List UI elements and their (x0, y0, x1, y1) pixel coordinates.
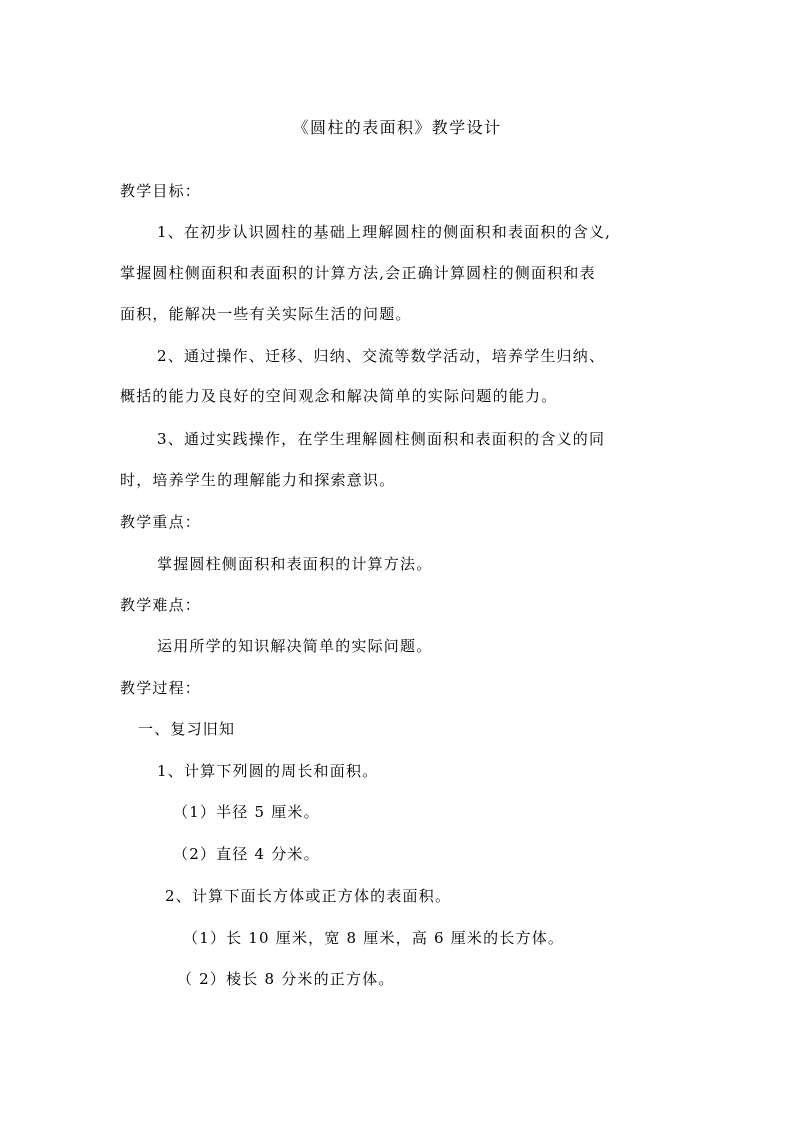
objective-3-line-2: 时，培养学生的理解能力和探索意识。 (120, 471, 396, 489)
section-review: 一、复习旧知 (138, 720, 236, 738)
review-item-2-2: （ 2）棱长 8 分米的正方体。 (177, 970, 395, 988)
review-item-2: 2、计算下面长方体或正方体的表面积。 (165, 887, 452, 905)
document-title: 《圆柱的表面积》教学设计 (292, 118, 502, 137)
review-item-1-1: （1）半径 5 厘米。 (173, 803, 320, 821)
review-item-1: 1、计算下列圆的周长和面积。 (157, 762, 379, 780)
objective-1-line-3: 面积，能解决一些有关实际生活的问题。 (120, 305, 412, 323)
objective-3-line-1: 3、通过实践操作，在学生理解圆柱侧面积和表面积的含义的同 (157, 430, 606, 448)
heading-objectives: 教学目标： (120, 182, 202, 200)
objective-1-line-1: 1、在初步认识圆柱的基础上理解圆柱的侧面积和表面积的含义, (157, 223, 612, 241)
objective-2-line-2: 概括的能力及良好的空间观念和解决简单的实际问题的能力。 (120, 387, 558, 405)
heading-difficulties: 教学难点： (120, 596, 202, 614)
key-points-text: 掌握圆柱侧面积和表面积的计算方法。 (157, 555, 433, 573)
heading-process: 教学过程： (120, 679, 202, 697)
review-item-2-1: （1）长 10 厘米，宽 8 厘米，高 6 厘米的长方体。 (183, 929, 565, 947)
heading-key-points: 教学重点： (120, 513, 202, 531)
difficulties-text: 运用所学的知识解决简单的实际问题。 (157, 637, 433, 655)
objective-2-line-1: 2、通过操作、迁移、归纳、交流等数学活动，培养学生归纳、 (157, 347, 606, 365)
review-item-1-2: （2）直径 4 分米。 (173, 845, 320, 863)
objective-1-line-2: 掌握圆柱侧面积和表面积的计算方法,会正确计算圆柱的侧面积和表 (120, 264, 596, 282)
